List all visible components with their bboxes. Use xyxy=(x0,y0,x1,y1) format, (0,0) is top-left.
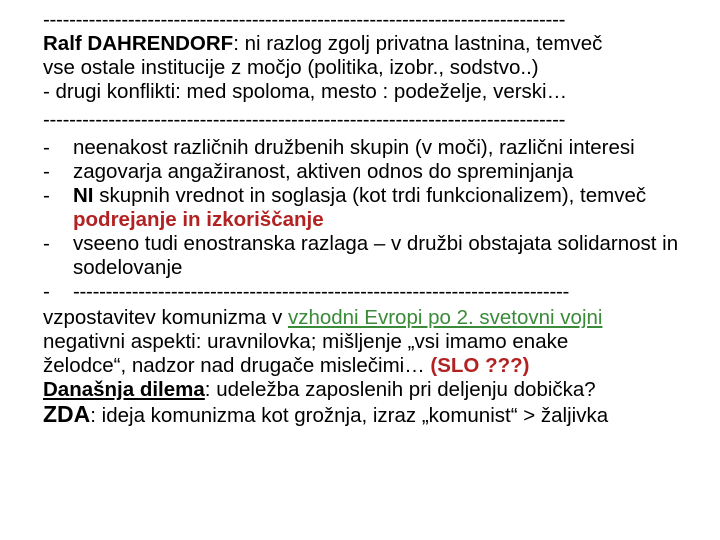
author-name: Ralf DAHRENDORF xyxy=(43,32,234,55)
slide-content xyxy=(43,8,715,428)
list-item xyxy=(43,232,715,280)
intro-line-3: - drugi konflikti: med spoloma, mesto : podeželje, verski… xyxy=(43,80,568,103)
slo-note: (SLO ???) xyxy=(430,354,530,377)
middle-divider: -------------------------------------------------------------------------------- xyxy=(43,108,566,131)
intro-line-2: vse ostale institucije z močjo (politika, izobr., sodstvo..) xyxy=(43,56,539,79)
list-item xyxy=(43,184,715,232)
intro-line-1-text: : ni razlog zgolj privatna lastnina, temveč xyxy=(233,32,603,55)
bullet-list xyxy=(43,136,715,304)
bullet-dash-text: ---------------------------------------------------------------------------- xyxy=(73,280,570,303)
top-divider: -------------------------------------------------------------------------------- xyxy=(43,8,566,31)
negative-aspects-line: negativni aspekti: uravnilovka; mišljenje „vsi imamo enake xyxy=(43,330,569,353)
zda-label: ZDA xyxy=(43,401,91,427)
bullet-marker: - xyxy=(43,232,50,255)
bullet-marker: - xyxy=(43,136,50,159)
communism-prefix: vzpostavitev komunizma v xyxy=(43,306,288,329)
communism-region: vzhodni Evropi po 2. svetovni vojni xyxy=(287,306,603,329)
bullet-text xyxy=(73,184,715,232)
bullet-text-part: skupnih vrednot in soglasja (kot trdi funkcionalizem), temveč xyxy=(93,184,647,207)
zda-text: : ideja komunizma kot grožnja, izraz „komunist“ > žaljivka xyxy=(90,404,609,427)
bullet-marker: - xyxy=(43,280,50,303)
bullet-marker: - xyxy=(43,160,50,183)
bullet-text: neenakost različnih družbenih skupin (v moči), različni interesi xyxy=(73,136,635,159)
negative-aspects-line-2 xyxy=(43,354,715,378)
list-item xyxy=(43,280,715,304)
negative-aspects-text: želodce“, nadzor nad drugače mislečimi… xyxy=(43,354,431,377)
dilemma-label: Današnja dilema xyxy=(43,378,205,401)
bullet-red-highlight: podrejanje in izkoriščanje xyxy=(73,208,324,231)
zda-line xyxy=(43,402,715,428)
bullet-bold: NI xyxy=(73,184,94,207)
dilemma-text: : udeležba zaposlenih pri deljenju dobička? xyxy=(204,378,596,401)
dilemma-line xyxy=(43,378,715,402)
bullet-marker: - xyxy=(43,184,50,207)
intro-line-1 xyxy=(43,32,715,56)
list-item xyxy=(43,160,715,184)
list-item xyxy=(43,136,715,160)
bullet-text: vseeno tudi enostranska razlaga – v družbi obstajata solidarnost in sodelovanje xyxy=(73,232,679,279)
bullet-text: zagovarja angažiranost, aktiven odnos do spreminjanja xyxy=(73,160,574,183)
communism-line xyxy=(43,306,715,330)
